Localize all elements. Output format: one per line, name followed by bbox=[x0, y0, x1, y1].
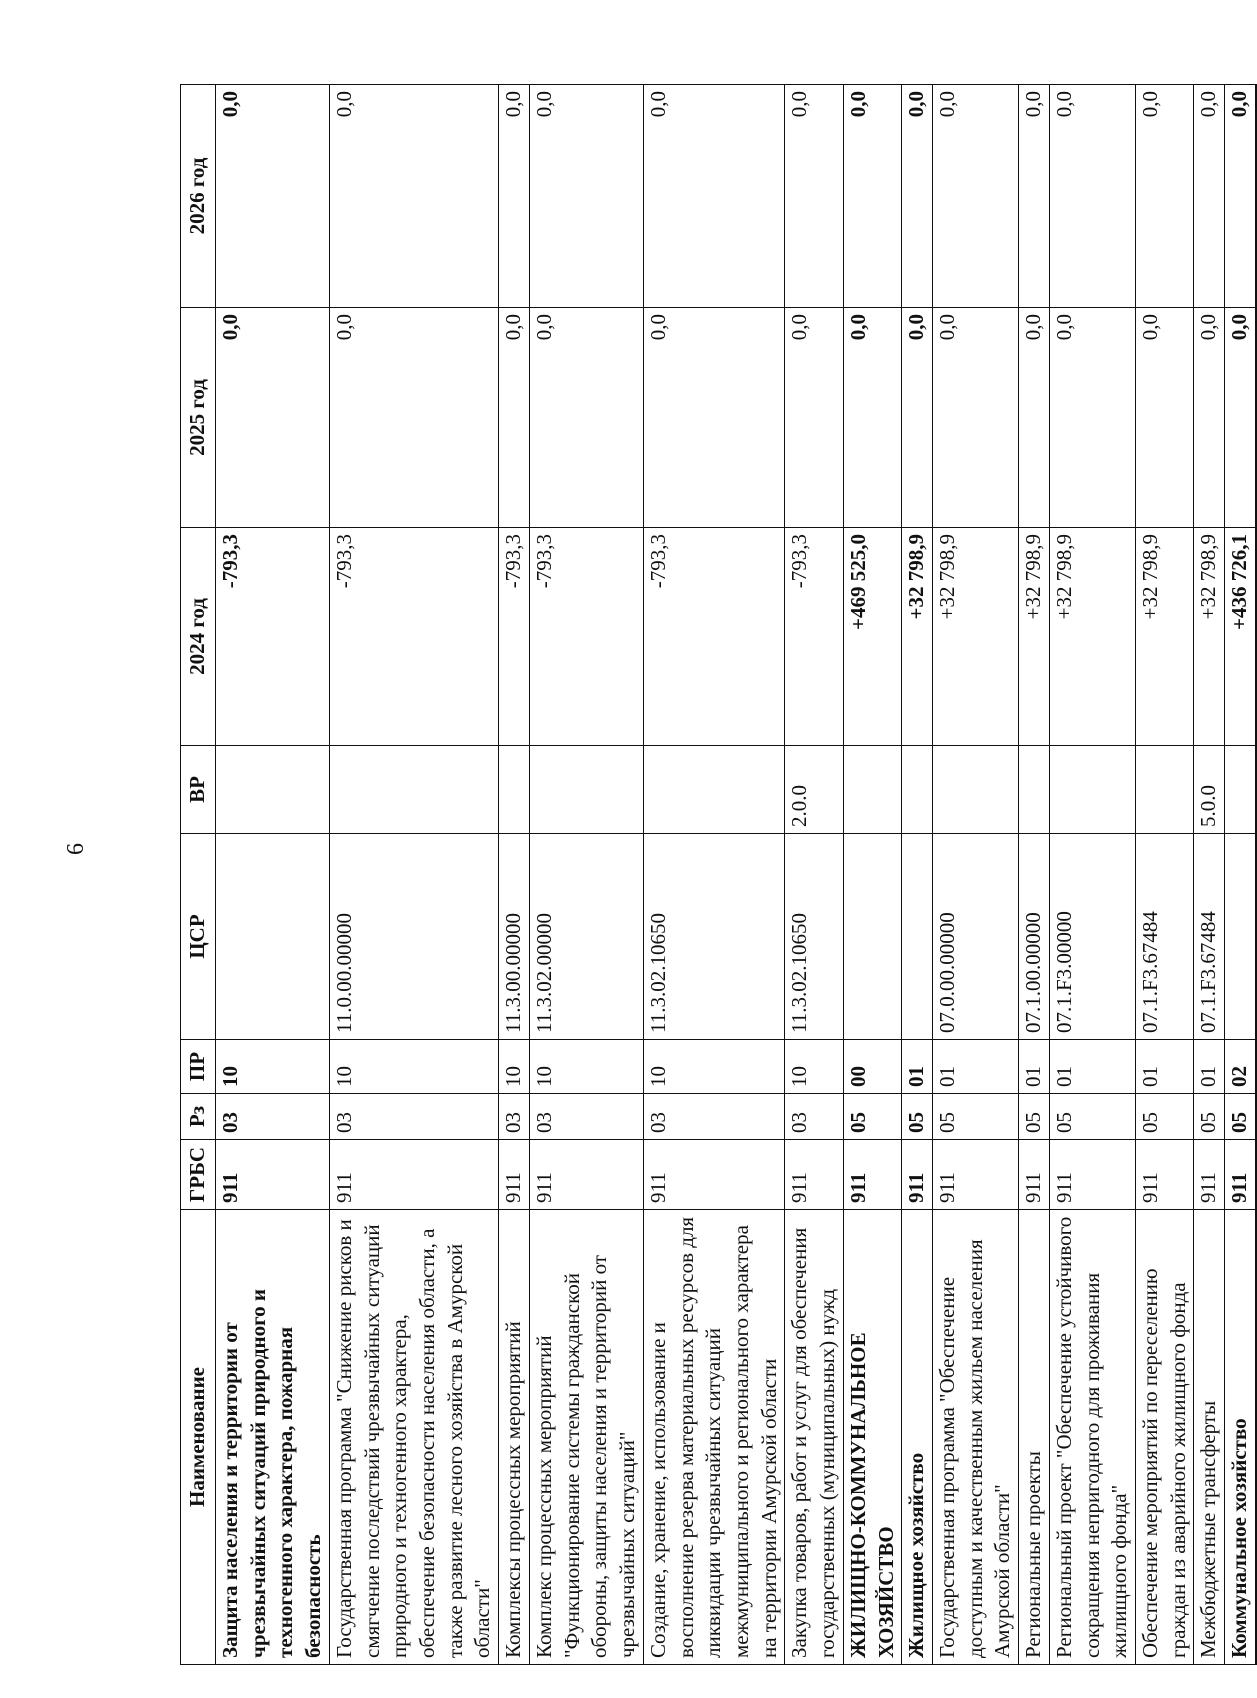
cell-name: Жилищное хозяйство bbox=[902, 1210, 933, 1665]
cell-vr bbox=[1136, 746, 1194, 834]
cell-rz: 03 bbox=[785, 1094, 843, 1140]
cell-name: Закупка товаров, работ и услуг для обеспечения государственных (муниципальных) нужд bbox=[785, 1210, 843, 1665]
cell-name: ЖИЛИЩНО-КОММУНАЛЬНОЕ ХОЗЯЙСТВО bbox=[843, 1210, 901, 1665]
cell-y2025: 0,0 bbox=[1136, 308, 1194, 528]
cell-y2026: 0,0 bbox=[1194, 85, 1225, 308]
cell-rz: 03 bbox=[329, 1094, 498, 1140]
cell-pr: 01 bbox=[1019, 1040, 1050, 1094]
cell-y2025: 0,0 bbox=[499, 308, 530, 528]
cell-y2026: 0,0 bbox=[902, 85, 933, 308]
cell-rz: 05 bbox=[1194, 1094, 1225, 1140]
cell-y2026: 0,0 bbox=[529, 85, 643, 308]
cell-csr: 11.0.00.00000 bbox=[329, 834, 498, 1040]
cell-y2026: 0,0 bbox=[785, 85, 843, 308]
cell-y2026: 0,0 bbox=[499, 85, 530, 308]
header-csr: ЦСР bbox=[181, 834, 216, 1040]
table-row bbox=[643, 85, 785, 1665]
cell-rz: 05 bbox=[1225, 1094, 1256, 1140]
cell-rz: 03 bbox=[216, 1094, 330, 1140]
cell-csr bbox=[843, 834, 901, 1040]
cell-grbs: 911 bbox=[1049, 1140, 1135, 1210]
header-2025: 2025 год bbox=[181, 308, 216, 528]
cell-rz: 05 bbox=[843, 1094, 901, 1140]
header-rz: Рз bbox=[181, 1094, 216, 1140]
cell-name: Обеспечение мероприятий по переселению граждан из аварийного жилищного фонда bbox=[1136, 1210, 1194, 1665]
cell-csr: 07.1.F3.67484 bbox=[1194, 834, 1225, 1040]
cell-y2025: 0,0 bbox=[902, 308, 933, 528]
cell-name: Государственная программа "Снижение рисков и смягчение последствий чрезвычайных ситуаций природного и техногенного характера, обеспечение безопасности населения области, а также развитие лесного хозяйства в Амурской области" bbox=[329, 1210, 498, 1665]
cell-y2026: 0,0 bbox=[1019, 85, 1050, 308]
cell-name: Региональный проект "Обеспечение устойчивого сокращения непригодного для проживания жилищного фонда" bbox=[1049, 1210, 1135, 1665]
cell-y2024: +436 726,1 bbox=[1225, 528, 1256, 746]
cell-rz: 03 bbox=[499, 1094, 530, 1140]
cell-pr: 01 bbox=[1136, 1040, 1194, 1094]
cell-name: Межбюджетные трансферты bbox=[1194, 1210, 1225, 1665]
cell-name: Защита населения и территории от чрезвычайных ситуаций природного и техногенного характера, пожарная безопасность bbox=[216, 1210, 330, 1665]
cell-y2026: 0,0 bbox=[329, 85, 498, 308]
cell-csr: 07.1.00.00000 bbox=[1019, 834, 1050, 1040]
cell-grbs: 911 bbox=[1136, 1140, 1194, 1210]
cell-pr: 01 bbox=[902, 1040, 933, 1094]
header-grbs: ГРБС bbox=[181, 1140, 216, 1210]
cell-pr: 10 bbox=[643, 1040, 785, 1094]
cell-name: Коммунальное хозяйство bbox=[1225, 1210, 1256, 1665]
cell-y2025: 0,0 bbox=[643, 308, 785, 528]
table-row bbox=[216, 85, 330, 1665]
cell-vr bbox=[216, 746, 330, 834]
cell-vr bbox=[329, 746, 498, 834]
cell-y2024: +32 798,9 bbox=[902, 528, 933, 746]
cell-y2025: 0,0 bbox=[216, 308, 330, 528]
table-row bbox=[843, 85, 901, 1665]
cell-vr bbox=[643, 746, 785, 834]
header-pr: ПР bbox=[181, 1040, 216, 1094]
cell-pr: 10 bbox=[216, 1040, 330, 1094]
cell-vr bbox=[902, 746, 933, 834]
cell-grbs: 911 bbox=[843, 1140, 901, 1210]
cell-pr: 10 bbox=[499, 1040, 530, 1094]
table-row bbox=[785, 85, 843, 1665]
cell-grbs: 911 bbox=[1019, 1140, 1050, 1210]
cell-csr bbox=[1225, 834, 1256, 1040]
cell-rz: 05 bbox=[932, 1094, 1018, 1140]
cell-y2024: +32 798,9 bbox=[932, 528, 1018, 746]
table-row bbox=[329, 85, 498, 1665]
cell-y2026: 0,0 bbox=[932, 85, 1018, 308]
cell-y2024: +32 798,9 bbox=[1194, 528, 1225, 746]
table-row bbox=[529, 85, 643, 1665]
cell-csr: 11.3.02.00000 bbox=[529, 834, 643, 1040]
cell-y2024: -793,3 bbox=[216, 528, 330, 746]
header-2024: 2024 год bbox=[181, 528, 216, 746]
cell-y2025: 0,0 bbox=[1049, 308, 1135, 528]
cell-y2025: 0,0 bbox=[1194, 308, 1225, 528]
cell-grbs: 911 bbox=[1225, 1140, 1256, 1210]
cell-name: Государственная программа "Обеспечение доступным и качественным жильем населения Амурской области" bbox=[932, 1210, 1018, 1665]
cell-y2024: +32 798,9 bbox=[1019, 528, 1050, 746]
cell-y2026: 0,0 bbox=[1136, 85, 1194, 308]
cell-y2026: 0,0 bbox=[216, 85, 330, 308]
cell-y2024: -793,3 bbox=[785, 528, 843, 746]
page-number: 6 bbox=[63, 843, 89, 855]
cell-csr: 07.0.00.00000 bbox=[932, 834, 1018, 1040]
cell-y2025: 0,0 bbox=[329, 308, 498, 528]
cell-rz: 03 bbox=[643, 1094, 785, 1140]
cell-name: Комплексы процессных мероприятий bbox=[499, 1210, 530, 1665]
cell-y2025: 0,0 bbox=[1019, 308, 1050, 528]
cell-pr: 10 bbox=[329, 1040, 498, 1094]
cell-y2025: 0,0 bbox=[785, 308, 843, 528]
cell-y2026: 0,0 bbox=[843, 85, 901, 308]
cell-y2025: 0,0 bbox=[932, 308, 1018, 528]
cell-vr bbox=[843, 746, 901, 834]
table-row bbox=[932, 85, 1018, 1665]
cell-vr bbox=[1049, 746, 1135, 834]
table-row bbox=[1019, 85, 1050, 1665]
cell-csr: 07.1.F3.67484 bbox=[1136, 834, 1194, 1040]
cell-name: Создание, хранение, использование и восполнение резерва материальных ресурсов для ликвидации чрезвычайных ситуаций межмуниципального и регионального характера на территории Амурской области bbox=[643, 1210, 785, 1665]
budget-table bbox=[180, 84, 1257, 1665]
cell-grbs: 911 bbox=[643, 1140, 785, 1210]
header-name: Наименование bbox=[181, 1210, 216, 1665]
cell-y2026: 0,0 bbox=[1225, 85, 1256, 308]
cell-grbs: 911 bbox=[329, 1140, 498, 1210]
cell-grbs: 911 bbox=[932, 1140, 1018, 1210]
cell-rz: 03 bbox=[529, 1094, 643, 1140]
cell-pr: 01 bbox=[1049, 1040, 1135, 1094]
cell-pr: 10 bbox=[785, 1040, 843, 1094]
cell-y2024: +32 798,9 bbox=[1136, 528, 1194, 746]
cell-csr bbox=[902, 834, 933, 1040]
cell-csr: 07.1.F3.00000 bbox=[1049, 834, 1135, 1040]
cell-rz: 05 bbox=[902, 1094, 933, 1140]
cell-pr: 01 bbox=[932, 1040, 1018, 1094]
cell-vr: 2.0.0 bbox=[785, 746, 843, 834]
cell-pr: 00 bbox=[843, 1040, 901, 1094]
table-body bbox=[216, 85, 1256, 1665]
cell-vr bbox=[529, 746, 643, 834]
table-row bbox=[1136, 85, 1194, 1665]
cell-rz: 05 bbox=[1019, 1094, 1050, 1140]
table-row bbox=[1225, 85, 1256, 1665]
cell-y2024: -793,3 bbox=[643, 528, 785, 746]
cell-y2025: 0,0 bbox=[529, 308, 643, 528]
cell-pr: 02 bbox=[1225, 1040, 1256, 1094]
cell-pr: 01 bbox=[1194, 1040, 1225, 1094]
table-row bbox=[1194, 85, 1225, 1665]
cell-grbs: 911 bbox=[216, 1140, 330, 1210]
cell-rz: 05 bbox=[1136, 1094, 1194, 1140]
cell-vr bbox=[499, 746, 530, 834]
cell-y2026: 0,0 bbox=[643, 85, 785, 308]
header-vr: ВР bbox=[181, 746, 216, 834]
cell-y2025: 0,0 bbox=[843, 308, 901, 528]
cell-csr: 11.3.00.00000 bbox=[499, 834, 530, 1040]
table-row bbox=[499, 85, 530, 1665]
cell-grbs: 911 bbox=[785, 1140, 843, 1210]
table-header-row bbox=[181, 85, 216, 1665]
cell-y2024: +32 798,9 bbox=[1049, 528, 1135, 746]
cell-csr: 11.3.02.10650 bbox=[643, 834, 785, 1040]
cell-y2024: +469 525,0 bbox=[843, 528, 901, 746]
cell-grbs: 911 bbox=[499, 1140, 530, 1210]
header-2026: 2026 год bbox=[181, 85, 216, 308]
cell-csr: 11.3.02.10650 bbox=[785, 834, 843, 1040]
cell-vr: 5.0.0 bbox=[1194, 746, 1225, 834]
cell-y2025: 0,0 bbox=[1225, 308, 1256, 528]
rotated-table-container bbox=[180, 85, 1252, 1665]
cell-pr: 10 bbox=[529, 1040, 643, 1094]
cell-vr bbox=[1225, 746, 1256, 834]
table-row bbox=[1049, 85, 1135, 1665]
table-row bbox=[902, 85, 933, 1665]
cell-y2024: -793,3 bbox=[529, 528, 643, 746]
cell-grbs: 911 bbox=[1194, 1140, 1225, 1210]
cell-csr bbox=[216, 834, 330, 1040]
cell-vr bbox=[1019, 746, 1050, 834]
cell-name: Региональные проекты bbox=[1019, 1210, 1050, 1665]
cell-y2024: -793,3 bbox=[499, 528, 530, 746]
cell-grbs: 911 bbox=[529, 1140, 643, 1210]
cell-rz: 05 bbox=[1049, 1094, 1135, 1140]
cell-name: Комплекс процессных мероприятий "Функционирование системы гражданской обороны, защиты населения и территорий от чрезвычайных ситуаций" bbox=[529, 1210, 643, 1665]
cell-y2024: -793,3 bbox=[329, 528, 498, 746]
cell-grbs: 911 bbox=[902, 1140, 933, 1210]
cell-y2026: 0,0 bbox=[1049, 85, 1135, 308]
cell-vr bbox=[932, 746, 1018, 834]
